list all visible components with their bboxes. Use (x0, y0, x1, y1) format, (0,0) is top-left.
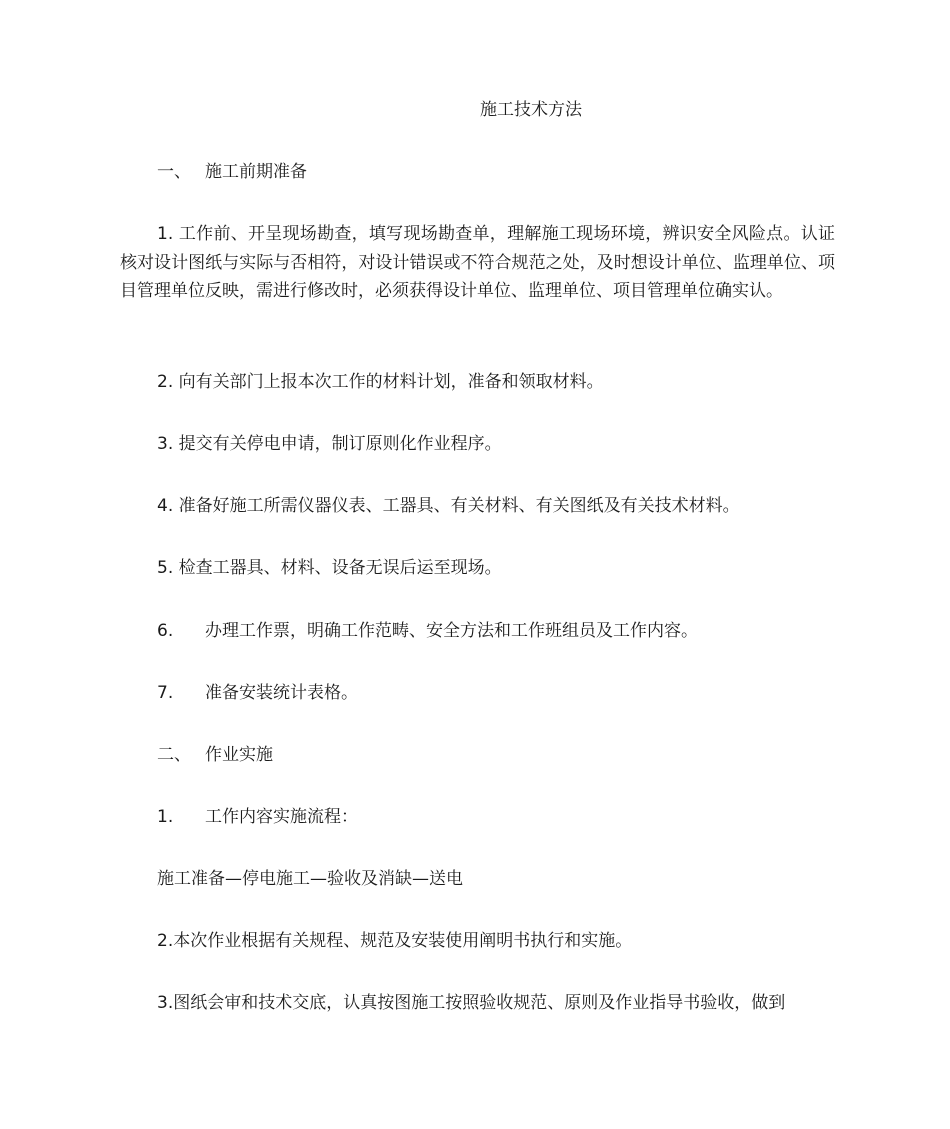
paragraph-s2-item-1 (157, 805, 358, 829)
section-number: 一、 (157, 162, 191, 182)
document-title: 施工技术方法 (480, 100, 582, 120)
section-title: 施工前期准备 (205, 162, 307, 182)
item-text: 准备安装统计表格。 (205, 683, 358, 703)
item-number: 1. (157, 807, 174, 827)
paragraph-item-1: 1. 工作前、开呈现场勘查，填写现场勘查单，理解施工现场环境，辨识安全风险点。认证核对设计图纸与实际与否相符，对设计错误或不符合规范之处，及时想设计单位、监理单位、项目管理单位反映，需进行修改时，必须获得设计单位、监理单位、项目管理单位确实认。 (120, 224, 835, 302)
paragraph-item-6 (157, 619, 698, 643)
item-number: 6. (157, 621, 174, 641)
paragraph-item-2: 2. 向有关部门上报本次工作的材料计划，准备和领取材料。 (157, 372, 604, 392)
item-number: 7. (157, 683, 174, 703)
paragraph-item-5: 5. 检查工器具、材料、设备无误后运至现场。 (157, 558, 502, 578)
workflow-line: 施工准备—停电施工—验收及消缺—送电 (157, 869, 463, 889)
item-text: 办理工作票，明确工作范畴、安全方法和工作班组员及工作内容。 (205, 621, 698, 641)
section-title: 作业实施 (205, 745, 273, 765)
item-text: 工作内容实施流程： (205, 807, 358, 827)
section-number: 二、 (157, 745, 191, 765)
paragraph-item-4: 4. 准备好施工所需仪器仪表、工器具、有关材料、有关图纸及有关技术材料。 (157, 496, 740, 516)
paragraph-item-7 (157, 681, 358, 705)
paragraph-s2-item-3: 3.图纸会审和技术交底，认真按图施工按照验收规范、原则及作业指导书验收，做到 (157, 993, 786, 1013)
paragraph-item-3: 3. 提交有关停电申请，制订原则化作业程序。 (157, 434, 502, 454)
paragraph-s2-item-2: 2.本次作业根据有关规程、规范及安装使用阐明书执行和实施。 (157, 931, 633, 951)
section-heading-implementation (157, 743, 273, 767)
section-heading-preparation (157, 160, 307, 184)
